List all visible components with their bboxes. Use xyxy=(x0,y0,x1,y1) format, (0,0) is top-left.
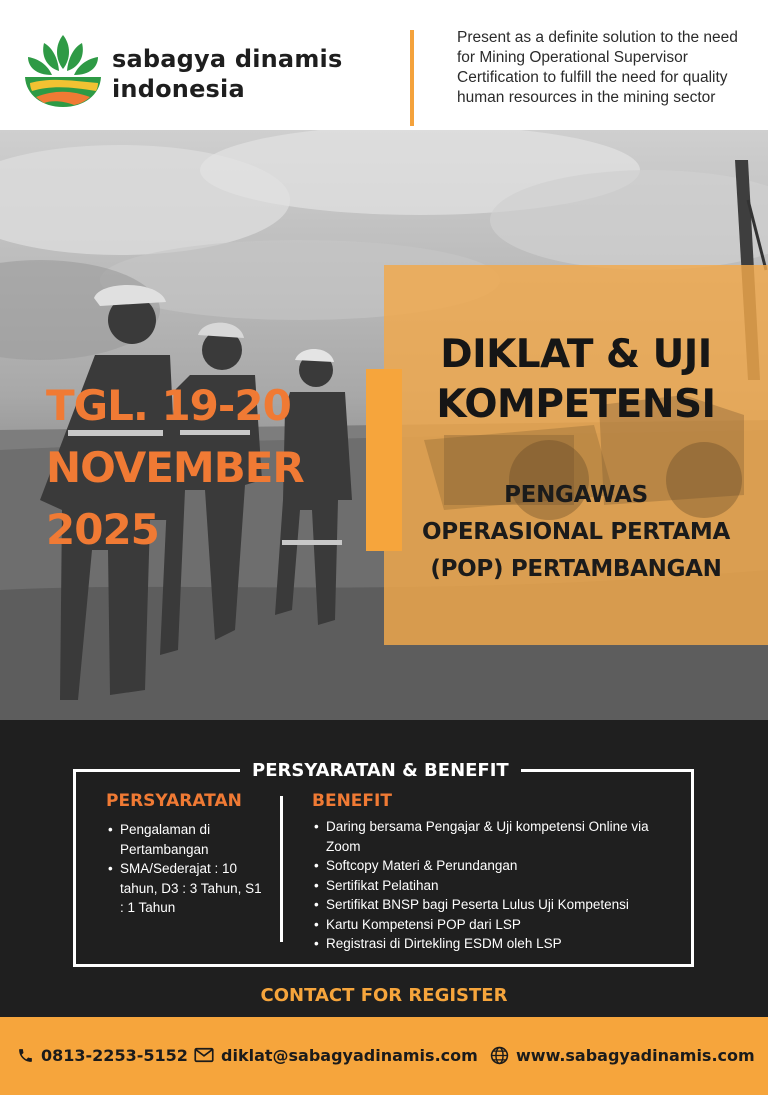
list-item: • Daring bersama Pengajar & Uji kompetensi Online via Zoom xyxy=(314,817,684,856)
contact-website[interactable] xyxy=(490,1043,755,1067)
tagline: Present as a definite solution to the need for Mining Operational Supervisor Certification to fulfill the need for quality human resources in the mining sector xyxy=(457,29,738,106)
website-url: www.sabagyadinamis.com xyxy=(516,1045,755,1065)
email-address: diklat@sabagyadinamis.com xyxy=(221,1045,478,1065)
phone-number: 0813-2253-5152 xyxy=(41,1045,188,1065)
phone-icon xyxy=(17,1047,34,1064)
brand-name xyxy=(112,44,342,104)
header xyxy=(0,0,768,130)
requirements-title: PERSYARATAN xyxy=(106,791,242,811)
list-item: • Softcopy Materi & Perundangan xyxy=(314,856,684,876)
title-panel xyxy=(384,265,768,645)
info-heading: PERSYARATAN & BENEFIT xyxy=(240,757,521,785)
column-divider xyxy=(280,796,283,942)
email-icon xyxy=(194,1047,214,1063)
list-item: • Sertifikat BNSP bagi Peserta Lulus Uji Kompetensi xyxy=(314,895,684,915)
event-date: TGL. 19-20 NOVEMBER 2025 xyxy=(46,381,304,554)
benefits-title: BENEFIT xyxy=(312,791,392,811)
list-item: • Kartu Kompetensi POP dari LSP xyxy=(314,915,684,935)
event-title: DIKLAT & UJI KOMPETENSI xyxy=(436,332,716,427)
brand-name-line1: sabagya dinamis xyxy=(112,45,343,73)
benefits-list xyxy=(314,817,684,954)
requirements-list xyxy=(108,820,268,918)
brand-name-line2: indonesia xyxy=(112,75,245,103)
excavator-illustration xyxy=(384,265,768,645)
logo-icon xyxy=(22,33,104,109)
event-subtitle: PENGAWAS OPERASIONAL PERTAMA (POP) PERTAMBANGAN xyxy=(422,482,730,582)
contact-title: CONTACT FOR REGISTER xyxy=(260,985,508,1006)
list-item: • Sertifikat Pelatihan xyxy=(314,876,684,896)
globe-icon xyxy=(490,1046,509,1065)
contact-email[interactable] xyxy=(194,1043,478,1067)
list-item: • Registrasi di Dirtekling ESDM oleh LSP xyxy=(314,934,684,954)
contact-phone[interactable] xyxy=(17,1043,188,1067)
list-item: • SMA/Sederajat : 10 tahun, D3 : 3 Tahun, S1 : 1 Tahun xyxy=(108,859,268,918)
list-item: • Pengalaman di Pertambangan xyxy=(108,820,268,859)
header-divider xyxy=(410,30,414,126)
